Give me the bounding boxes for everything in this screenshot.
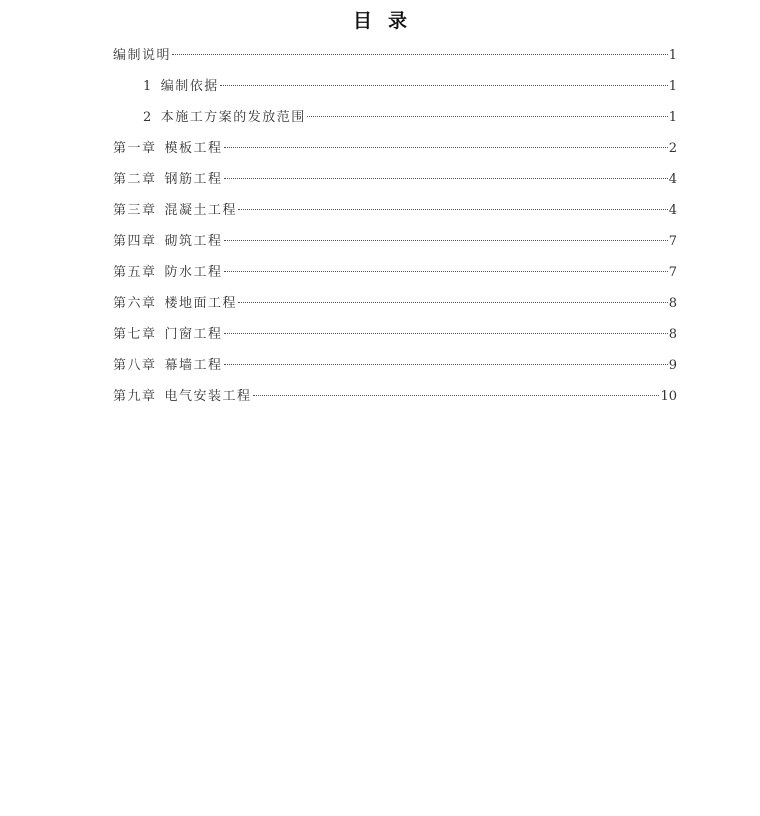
toc-entry-label (113, 350, 223, 381)
toc-entry-page: 7 (668, 234, 677, 249)
toc-entry[interactable] (113, 133, 677, 164)
toc-entry-label (113, 319, 223, 350)
toc-entry[interactable] (113, 226, 677, 257)
toc-entry-label (113, 288, 237, 319)
toc-entry-title: 楼地面工程 (164, 296, 238, 311)
toc-dot-leader (224, 332, 668, 334)
toc-entry-title: 电气安装工程 (164, 389, 252, 404)
toc-entry[interactable] (113, 381, 677, 412)
toc-entry-title: 砌筑工程 (164, 234, 223, 249)
toc-entry[interactable] (113, 195, 677, 226)
toc-entry-title: 编制依据 (160, 79, 219, 94)
toc-entry-page: 10 (660, 389, 677, 404)
toc-dot-leader (307, 115, 668, 117)
toc-entry-title: 编制说明 (113, 48, 172, 63)
toc-dot-leader (224, 363, 668, 365)
toc-entry-label (143, 102, 306, 133)
toc-title (0, 6, 760, 33)
toc-entry-title: 幕墙工程 (164, 358, 223, 373)
toc-entry-number: 2 (143, 110, 153, 125)
toc-dot-leader (220, 84, 668, 86)
toc-title-part-2: 录 (388, 10, 408, 32)
toc-entry-label (143, 71, 219, 102)
toc-entry-page: 1 (668, 79, 677, 94)
toc-dot-leader (253, 394, 660, 396)
toc-entry-label (113, 195, 237, 226)
toc-entry-title: 门窗工程 (164, 327, 223, 342)
toc-dot-leader (224, 146, 668, 148)
toc-dot-leader (238, 301, 668, 303)
toc-entry-label (113, 381, 252, 412)
toc-entry-chapter: 第六章 (113, 296, 157, 311)
toc-entry-title: 防水工程 (164, 265, 223, 280)
toc-entry-title: 模板工程 (164, 141, 223, 156)
toc-entry-chapter: 第二章 (113, 172, 157, 187)
toc-entry-title: 本施工方案的发放范围 (160, 110, 306, 125)
toc-entry-chapter: 第九章 (113, 389, 157, 404)
toc-entry-title: 混凝土工程 (164, 203, 238, 218)
toc-entry-number: 1 (143, 79, 153, 94)
toc-entry[interactable] (113, 164, 677, 195)
table-of-contents (113, 40, 677, 412)
toc-entry-chapter: 第四章 (113, 234, 157, 249)
toc-entry-chapter: 第八章 (113, 358, 157, 373)
toc-entry-label (113, 164, 223, 195)
toc-entry[interactable] (113, 102, 677, 133)
toc-entry-page: 1 (668, 48, 677, 63)
toc-entry[interactable] (113, 288, 677, 319)
toc-dot-leader (224, 239, 668, 241)
toc-entry[interactable] (113, 40, 677, 71)
toc-entry-page: 8 (668, 327, 677, 342)
toc-dot-leader (224, 270, 668, 272)
toc-entry-page: 4 (668, 203, 677, 218)
toc-dot-leader (238, 208, 668, 210)
toc-entry-chapter: 第一章 (113, 141, 157, 156)
toc-entry-label (113, 133, 223, 164)
toc-entry-chapter: 第三章 (113, 203, 157, 218)
toc-entry[interactable] (113, 257, 677, 288)
toc-entry-page: 8 (668, 296, 677, 311)
toc-entry-page: 1 (668, 110, 677, 125)
toc-entry-page: 4 (668, 172, 677, 187)
toc-entry-title: 钢筋工程 (164, 172, 223, 187)
toc-entry[interactable] (113, 319, 677, 350)
toc-entry-page: 2 (668, 141, 677, 156)
toc-entry[interactable] (113, 350, 677, 381)
toc-dot-leader (172, 53, 668, 55)
toc-entry-label (113, 226, 223, 257)
toc-entry-chapter: 第五章 (113, 265, 157, 280)
toc-entry-chapter: 第七章 (113, 327, 157, 342)
toc-entry-page: 7 (668, 265, 677, 280)
toc-entry-label (113, 257, 223, 288)
toc-entry-page: 9 (668, 358, 677, 373)
toc-entry-label (113, 40, 171, 71)
toc-dot-leader (224, 177, 668, 179)
toc-entry[interactable] (113, 71, 677, 102)
toc-title-part-1: 目 (352, 10, 372, 32)
